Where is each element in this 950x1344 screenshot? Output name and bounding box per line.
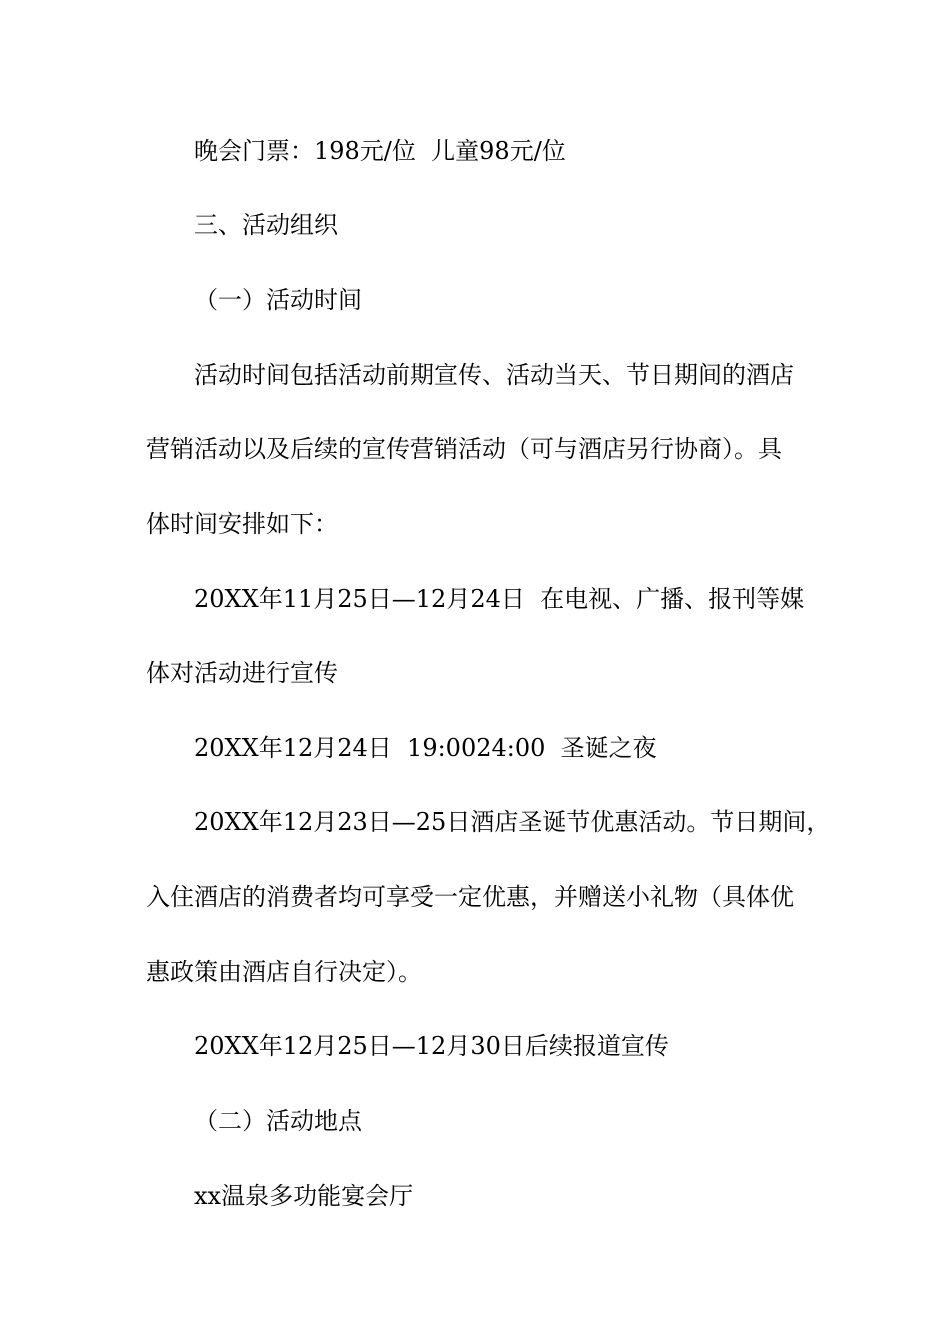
schedule-line: 20XX年11月25日—12月24日 在电视、广播、报刊等媒 xyxy=(194,585,805,613)
schedule-line: 20XX年12月24日 19:0024:00 圣诞之夜 xyxy=(194,734,657,762)
schedule-line: 惠政策由酒店自行决定）。 xyxy=(146,958,422,986)
paragraph-line: 活动时间包括活动前期宣传、活动当天、节日期间的酒店 xyxy=(194,361,794,389)
paragraph-line: 营销活动以及后续的宣传营销活动（可与酒店另行协商）。具 xyxy=(146,435,782,463)
section-heading-activity-organization: 三、活动组织 xyxy=(194,211,338,239)
schedule-line: 入住酒店的消费者均可享受一定优惠，并赠送小礼物（具体优 xyxy=(146,883,794,911)
ticket-price-line: 晚会门票：198元/位 儿童98元/位 xyxy=(194,137,566,165)
schedule-line: 20XX年12月23日—25日酒店圣诞节优惠活动。节日期间， xyxy=(194,808,831,836)
schedule-line: 20XX年12月25日—12月30日后续报道宣传 xyxy=(194,1032,669,1060)
paragraph-line: 体时间安排如下： xyxy=(146,510,338,538)
location-line: xx温泉多功能宴会厅 xyxy=(194,1182,414,1210)
subsection-heading-activity-time: （一）活动时间 xyxy=(194,286,362,314)
schedule-line: 体对活动进行宣传 xyxy=(146,659,338,687)
subsection-heading-activity-location: （二）活动地点 xyxy=(194,1107,362,1135)
